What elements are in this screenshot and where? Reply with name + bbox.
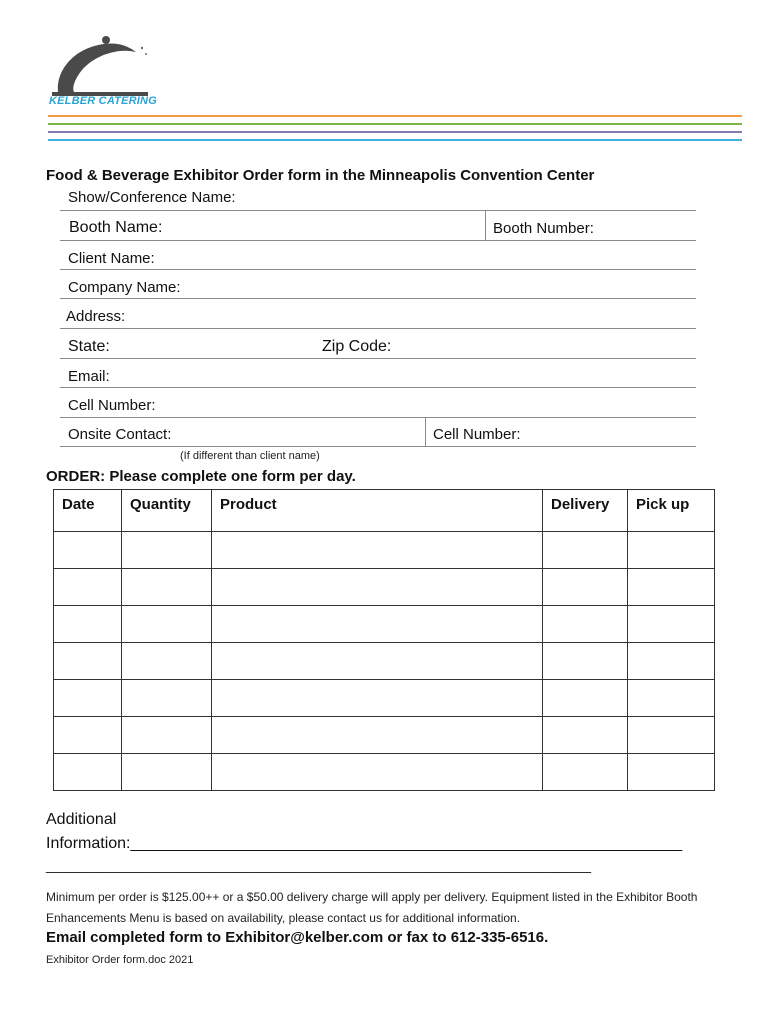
- zip-code-label: Zip Code:: [322, 338, 392, 355]
- col-quantity: Quantity: [122, 490, 212, 532]
- company-name-label: Company Name:: [68, 279, 181, 296]
- booth-line[interactable]: [60, 240, 696, 241]
- onsite-contact-line[interactable]: [60, 446, 696, 447]
- col-pickup: Pick up: [628, 490, 715, 532]
- cell-number-line[interactable]: [60, 417, 696, 418]
- document-name: Exhibitor Order form.doc 2021: [46, 954, 194, 966]
- order-cell-delivery[interactable]: [543, 606, 628, 643]
- state-label: State:: [68, 338, 110, 355]
- order-cell-quantity[interactable]: [122, 606, 212, 643]
- client-name-label: Client Name:: [68, 250, 155, 267]
- order-cell-pickup[interactable]: [628, 643, 715, 680]
- address-line[interactable]: [60, 328, 696, 329]
- order-cell-date[interactable]: [54, 680, 122, 717]
- order-cell-product[interactable]: [212, 717, 543, 754]
- email-label: Email:: [68, 368, 110, 385]
- order-cell-delivery[interactable]: [543, 680, 628, 717]
- order-row: [54, 532, 715, 569]
- order-cell-pickup[interactable]: [628, 717, 715, 754]
- onsite-note: (If different than client name): [180, 450, 320, 462]
- order-cell-delivery[interactable]: [543, 754, 628, 791]
- order-cell-date[interactable]: [54, 532, 122, 569]
- order-cell-date[interactable]: [54, 754, 122, 791]
- booth-name-label: Booth Name:: [69, 219, 163, 236]
- order-row: [54, 606, 715, 643]
- additional-info[interactable]: [46, 808, 682, 874]
- order-cell-quantity[interactable]: [122, 569, 212, 606]
- booth-number-label: Booth Number:: [493, 220, 594, 237]
- brand-name: KELBER CATERING: [49, 95, 157, 107]
- order-cell-pickup[interactable]: [628, 606, 715, 643]
- stripe-green: [48, 123, 742, 125]
- order-cell-quantity[interactable]: [122, 643, 212, 680]
- order-cell-product[interactable]: [212, 606, 543, 643]
- stripe-orange: [48, 115, 742, 117]
- order-heading: ORDER: Please complete one form per day.: [46, 468, 356, 485]
- email-instruction: Email completed form to Exhibitor@kelber.com or fax to 612-335-6516.: [46, 929, 549, 946]
- order-cell-pickup[interactable]: [628, 754, 715, 791]
- order-cell-delivery[interactable]: [543, 643, 628, 680]
- order-header-row: [54, 490, 715, 532]
- order-cell-pickup[interactable]: [628, 569, 715, 606]
- order-row: [54, 569, 715, 606]
- order-cell-date[interactable]: [54, 717, 122, 754]
- email-line[interactable]: [60, 387, 696, 388]
- order-cell-delivery[interactable]: [543, 717, 628, 754]
- col-date: Date: [54, 490, 122, 532]
- order-cell-quantity[interactable]: [122, 680, 212, 717]
- stripe-blue: [48, 139, 742, 141]
- order-row: [54, 680, 715, 717]
- state-zip-line[interactable]: [60, 358, 696, 359]
- order-row: [54, 754, 715, 791]
- show-conference-line[interactable]: [60, 210, 696, 211]
- order-cell-delivery[interactable]: [543, 532, 628, 569]
- order-cell-product[interactable]: [212, 680, 543, 717]
- order-row: [54, 717, 715, 754]
- order-cell-product[interactable]: [212, 532, 543, 569]
- onsite-contact-label: Onsite Contact:: [68, 426, 172, 443]
- order-cell-pickup[interactable]: [628, 680, 715, 717]
- onsite-cell-label: Cell Number:: [433, 426, 521, 443]
- minimum-order-note: Minimum per order is $125.00++ or a $50.00 delivery charge will apply per delivery. Equipment listed in the Exhibitor Booth Enhancements Menu is based on availability, please contact us for additional information.: [46, 890, 698, 925]
- onsite-divider: [425, 418, 426, 447]
- order-table: [53, 489, 715, 791]
- client-name-line[interactable]: [60, 269, 696, 270]
- stripe-purple: [48, 131, 742, 133]
- order-cell-date[interactable]: [54, 606, 122, 643]
- col-product: Product: [212, 490, 543, 532]
- order-cell-quantity[interactable]: [122, 754, 212, 791]
- order-cell-quantity[interactable]: [122, 532, 212, 569]
- cell-number-label: Cell Number:: [68, 397, 156, 414]
- order-row: [54, 643, 715, 680]
- address-label: Address:: [66, 308, 126, 325]
- show-conference-label: Show/Conference Name:: [68, 189, 236, 206]
- order-cell-product[interactable]: [212, 569, 543, 606]
- order-cell-product[interactable]: [212, 643, 543, 680]
- booth-divider: [485, 211, 486, 241]
- information-line: Information:______________________________________________________________: [46, 835, 683, 852]
- order-cell-date[interactable]: [54, 569, 122, 606]
- col-delivery: Delivery: [543, 490, 628, 532]
- order-cell-pickup[interactable]: [628, 532, 715, 569]
- information-line-2: ______________________________________________________________________: [46, 857, 592, 873]
- order-cell-quantity[interactable]: [122, 717, 212, 754]
- company-name-line[interactable]: [60, 298, 696, 299]
- order-cell-product[interactable]: [212, 754, 543, 791]
- additional-label: Additional: [46, 811, 117, 828]
- form-title: Food & Beverage Exhibitor Order form in the Minneapolis Convention Center: [46, 167, 595, 184]
- order-cell-date[interactable]: [54, 643, 122, 680]
- order-cell-delivery[interactable]: [543, 569, 628, 606]
